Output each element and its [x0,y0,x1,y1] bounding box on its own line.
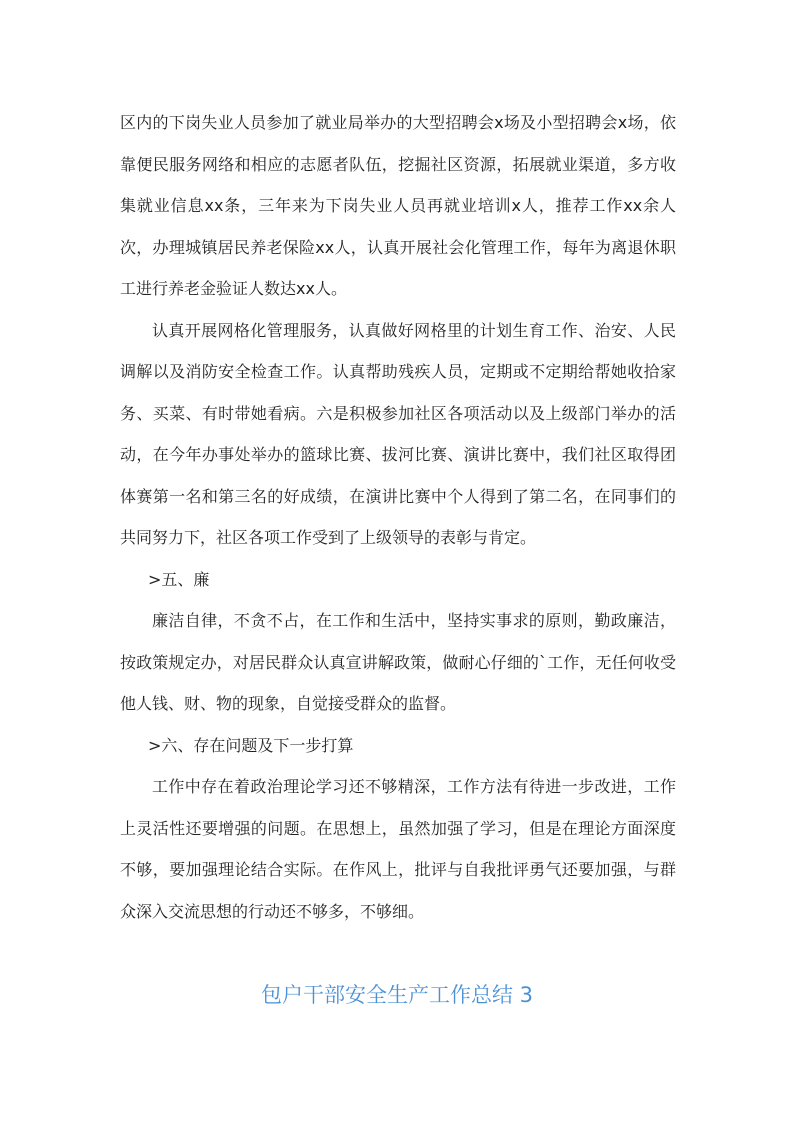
next-document-title: 包户干部安全生产工作总结 3 [260,983,534,1007]
section-heading-integrity: >五、廉 [148,569,210,589]
section-heading-problems-plans: >六、存在问题及下一步打算 [148,735,354,755]
paragraph-employment-services: 区内的下岗失业人员参加了就业局举办的大型招聘会x场及小型招聘会x场，依靠便民服务网络和相应的志愿者队伍，挖掘社区资源，拓展就业渠道，多方收集就业信息xx条，三年来为下岗失业人员再就业培训x人，推荐工作xx余人次，办理城镇居民养老保险xx人，认真开展社会化管理工作，每年为离退休职工进行养老金验证人数达xx人。 [120,113,676,298]
paragraph-grid-management: 认真开展网格化管理服务，认真做好网格里的计划生育工作、治安、人民调解以及消防安全检查工作。认真帮助残疾人员，定期或不定期给帮她收拾家务、买菜、有时带她看病。六是积极参加社区各项活动以及上级部门举办的活动，在今年办事处举办的篮球比赛、拔河比赛、演讲比赛中，我们社区取得团体赛第一名和第三名的好成绩，在演讲比赛中个人得到了第二名，在同事们的共同努力下，社区各项工作受到了上级领导的表彰与肯定。 [120,320,676,547]
paragraph-problems-plans: 工作中存在着政治理论学习还不够精深，工作方法有待进一步改进，工作上灵活性还要增强的问题。在思想上，虽然加强了学习，但是在理论方面深度不够，要加强理论结合实际。在作风上，批评与自我批评勇气还要加强，与群众深入交流思想的行动还不够多，不够细。 [120,777,676,921]
paragraph-integrity: 廉洁自律，不贪不占，在工作和生活中，坚持实事求的原则，勤政廉洁，按政策规定办，对居民群众认真宣讲解政策，做耐心仔细的`工作，无任何收受他人钱、财、物的现象，自觉接受群众的监督。 [120,611,676,713]
document-body [120,102,676,932]
